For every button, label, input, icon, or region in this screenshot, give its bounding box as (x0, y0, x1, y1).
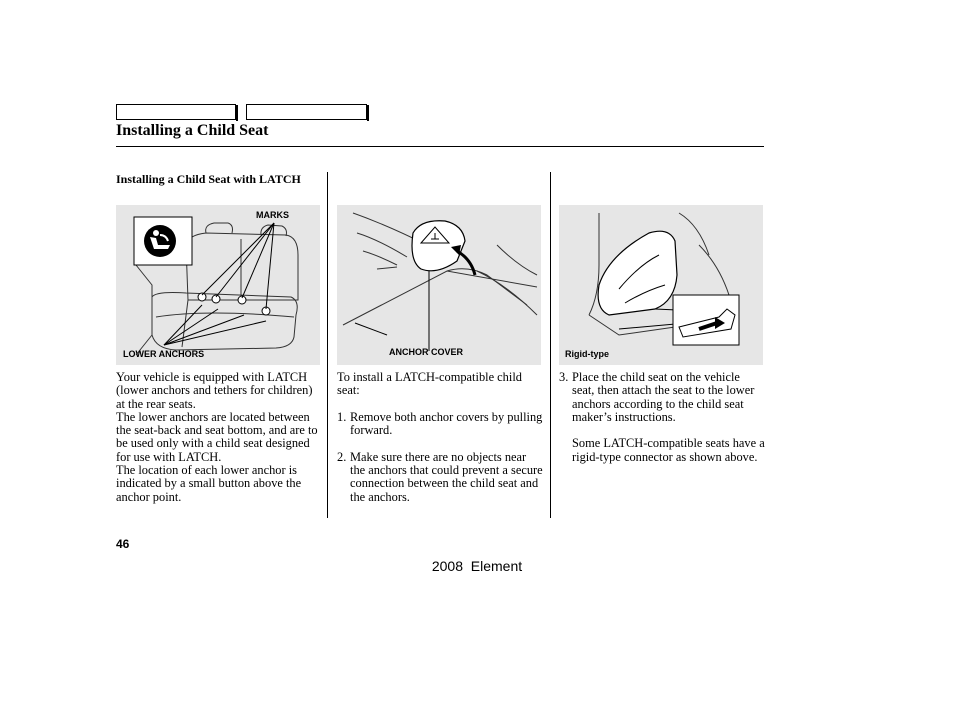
step-3 (559, 371, 765, 424)
step-3-text: Place the child seat on the vehicle seat, then attach the seat to the lower anchors according to the child seat maker’s instructions. (572, 370, 755, 424)
rear-seat-illustration (116, 205, 320, 365)
col3-note: Some LATCH-compatible seats have a rigid-type connector as shown above. (572, 436, 765, 464)
figure-label-anchor-cover: ANCHOR COVER (389, 347, 464, 357)
column-3-text (559, 371, 765, 464)
col1-paragraph-3: The location of each lower anchor is indicated by a small button above the anchor point. (116, 463, 302, 504)
child-seat-symbol-icon (144, 225, 176, 257)
step-2-number: 2. (337, 449, 347, 464)
title-rule (116, 146, 764, 147)
column-2-text (337, 371, 543, 504)
anchor-cover-illustration (337, 205, 541, 365)
step-2 (337, 451, 543, 504)
figure-anchor-cover (337, 205, 541, 365)
col1-paragraph-1: Your vehicle is equipped with LATCH (lower anchors and tethers for children) at the rear seats. (116, 370, 313, 411)
figure-rear-seat-anchors (116, 205, 320, 365)
step-3-number: 3. (559, 370, 569, 384)
column-divider-2 (550, 172, 551, 518)
section-subhead: Installing a Child Seat with LATCH (116, 172, 301, 186)
step-2-text: Make sure there are no objects near the anchors that could prevent a secure connection between the child seat and the anchors. (350, 449, 543, 504)
header-tab-box-1 (116, 104, 236, 120)
column-1-text (116, 371, 322, 504)
figure-label-lower-anchors: LOWER ANCHORS (123, 349, 205, 359)
page-number: 46 (116, 537, 130, 551)
footer-model: 2008 Element (431, 558, 523, 574)
col2-intro: To install a LATCH-compatible child seat: (337, 370, 522, 398)
figure-label-rigid-type: Rigid-type (565, 349, 609, 359)
column-divider-1 (327, 172, 328, 518)
child-seat-illustration (559, 205, 763, 365)
step-1 (337, 411, 543, 438)
step-1-text: Remove both anchor covers by pulling forward. (350, 409, 543, 438)
anchor-marker (198, 293, 206, 301)
figure-label-marks: MARKS (256, 210, 289, 220)
step-1-number: 1. (337, 409, 347, 424)
figure-rigid-type (559, 205, 763, 365)
header-tab-box-2 (246, 104, 367, 120)
page-title: Installing a Child Seat (116, 122, 269, 139)
col1-paragraph-2: The lower anchors are located between the seat-back and seat bottom, and are to be used only with a child seat designed for use with LATCH. (116, 409, 318, 464)
